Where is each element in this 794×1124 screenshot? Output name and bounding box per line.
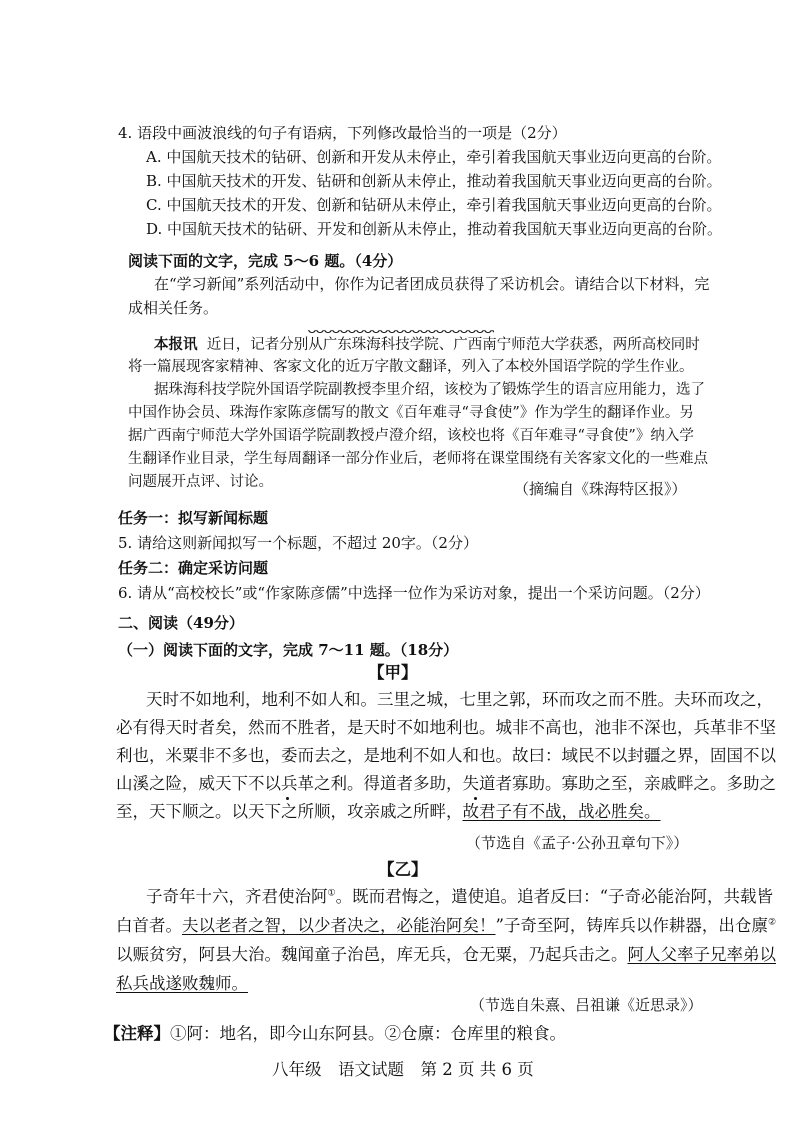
q4-stem: 4. 语段中画波浪线的句子有语病，下列修改最恰当的一项是（2分） (118, 124, 567, 142)
yi-line1-text-b: 。既而君悔之，遣使追。追者反曰：“子奇必能治阿，共载皆 (335, 887, 774, 906)
yi-line3 (116, 945, 776, 965)
yi-underlined-sentence-2a: 阿人父率子兄率弟以 (627, 945, 776, 964)
q4-option-d: D. 中国航天技术的钻研、开发和创新从未停止，推动着我国航天事业迈向更高的台阶。 (146, 220, 723, 238)
yi-line4 (116, 974, 248, 994)
emphasis-dot (474, 797, 477, 800)
q4-option-a: A. 中国航天技术的钻研、创新和开发从未停止，牵引着我国航天事业迈向更高的台阶。 (146, 148, 722, 166)
news-lead: 本报讯 (154, 336, 198, 353)
yi-source: （节选自朱熹、吕祖谦《近思录》） (470, 996, 703, 1014)
emphasis-dot (286, 797, 289, 800)
news-p1-text: 近日，记者分别从广东珠海科技学院、广西南宁师范大学获悉，两所高校同时 (206, 337, 700, 353)
notes-text: ①阿：地名，即今山东阿县。②仓廪：仓库里的粮食。 (170, 1024, 566, 1043)
q4-option-c: C. 中国航天技术的开发、创新和钻研从未停止，牵引着我国航天事业迈向更高的台阶。 (146, 196, 722, 214)
yi-underlined-sentence-2b: 私兵战遂败魏师。 (116, 974, 248, 993)
news-source: （摘编自《珠海特区报》） (514, 480, 687, 498)
jia-source: （节选自《孟子·公孙丑章句下》） (466, 834, 689, 852)
news-paragraph1-line2: 将一篇展现客家精神、客家文化的近万字散文翻译，列入了本校外国语学院的学生作业。 (128, 359, 694, 375)
section2-subsection1: （一）阅读下面的文字，完成 7～11 题。（18分） (118, 641, 459, 659)
news-paragraph1-line1 (154, 336, 700, 354)
yi-line2-text-a: 白首者。 (116, 916, 182, 935)
note1-mark: ① (327, 888, 336, 899)
yi-underlined-sentence-1: 夫以老者之智，以少者决之，必能治阿矣！ (182, 916, 496, 935)
jia-heading: 【甲】 (368, 663, 418, 682)
note2-mark: ② (767, 917, 777, 928)
jia-line5-text: 至，天下顺之。以天下之所顺，攻亲戚之所畔， (116, 802, 463, 821)
task2-heading: 任务二：确定采访问题 (118, 559, 269, 577)
question-6: 6. 请从“高校校长”或“作家陈彦儒”中选择一位作为采访对象，提出一个采访问题。（2分） (118, 584, 710, 602)
news-paragraph2-line3: 据广西南宁师范大学外国语学院副教授卢澄介绍，该校也将《百年难寻“寻食使”》纳入学 (128, 428, 694, 444)
yi-line3-text: 以赈贫穷，阿县大治。魏闻童子治邑，库无兵，仓无粟，乃起兵击之。 (116, 945, 628, 964)
section2-title: 二、阅读（49分） (118, 614, 244, 632)
reading1-intro-line1: 在“学习新闻”系列活动中，你作为记者团成员获得了采访机会。请结合以下材料，完 (154, 275, 710, 293)
yi-line2 (116, 916, 776, 936)
notes (104, 1024, 566, 1044)
question-5: 5. 请给这则新闻拟写一个标题，不超过 20字。（2分） (118, 534, 478, 552)
jia-line1: 天时不如地利，地利不如人和。三里之城，七里之郭，环而攻之而不胜。夫环而攻之， (146, 690, 773, 709)
reading1-title: 阅读下面的文字，完成 5～6 题。（4分） (128, 252, 403, 270)
news-paragraph2-line1: 据珠海科技学院外国语学院副教授李里介绍，该校为了锻炼学生的语言应用能力，选了 (154, 382, 705, 398)
notes-label: 【注释】 (104, 1024, 170, 1043)
news-paragraph2-line2: 中国作协会员、珠海作家陈彦儒写的散文《百年难寻“寻食使”》作为学生的翻译作业。另 (128, 405, 694, 421)
news-paragraph2-line4: 生翻译作业目录，学生每周翻译一部分作业后，老师将在课堂围绕有关客家文化的一些难点 (128, 451, 708, 467)
yi-line1 (146, 887, 773, 907)
jia-line2: 必有得天时者矣，然而不胜者，是天时不如地利也。城非不高也，池非不深也，兵革非不坚 (116, 718, 776, 737)
yi-line1-text-a: 子奇年十六，齐君使治阿 (146, 887, 328, 906)
jia-line5 (116, 802, 661, 822)
task1-heading: 任务一：拟写新闻标题 (118, 509, 269, 527)
page-footer: 八年级 语文试题 第 2 页 共 6 页 (272, 1060, 534, 1079)
jia-line4: 山溪之险，威天下不以兵革之利。得道者多助，失道者寡助。寡助之至，亲戚畔之。多助之 (116, 774, 776, 793)
yi-heading: 【乙】 (378, 860, 428, 879)
yi-line2-text-c: ”子奇至阿，铸库兵以作耕器，出仓廪 (495, 916, 768, 935)
jia-underlined-sentence: 故君子有不战，战必胜矣。 (462, 802, 661, 821)
reading1-intro-line2: 成相关任务。 (128, 299, 219, 317)
news-paragraph2-line5: 问题展开点评、讨论。 (128, 474, 273, 490)
q4-option-b: B. 中国航天技术的开发、钻研和创新从未停止，推动着我国航天事业迈向更高的台阶。 (146, 172, 722, 190)
jia-line3: 利也，米粟非不多也，委而去之，是地利不如人和也。故曰：域民不以封疆之界，固国不以 (116, 746, 776, 765)
